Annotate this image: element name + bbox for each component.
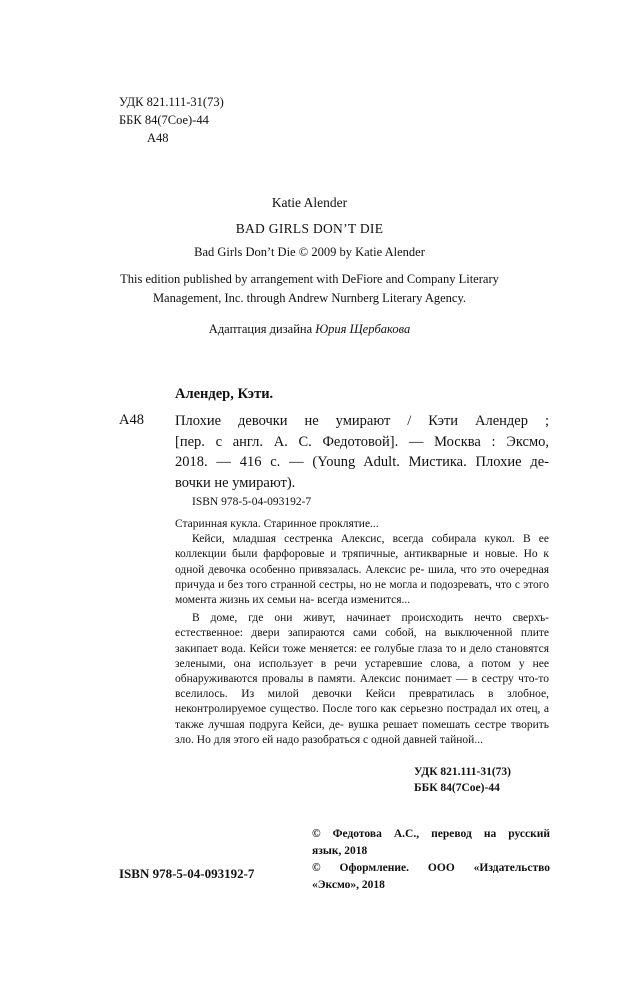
annotation-line: всегда изменится... [317, 594, 411, 607]
original-copyright: Bad Girls Don’t Die © 2009 by Katie Alender [194, 245, 425, 259]
bibliography-author: Алендер, Кэти. [175, 386, 274, 402]
annotation-lead: Старинная кукла. Старинное проклятие... [175, 518, 379, 530]
rights-line: © Оформление. ООО «Издательство [312, 862, 550, 874]
bibliography-line: вочки не умирают). [175, 474, 296, 491]
annotation-paragraph [175, 532, 549, 608]
annotation-line: слова, а потом у нее обнаруживаются провалы в памяти. Алексис [175, 657, 549, 686]
design-adaptation [0, 322, 619, 337]
isbn-bottom: ISBN 978-5-04-093192-7 [119, 866, 255, 881]
adaptation-name: Юрия Щербакова [315, 322, 411, 336]
footer-bbk: ББК 84(7Сое)-44 [414, 782, 500, 794]
annotation-line: и новые. Но к одной девочка особенно привязалась. Алексис ре- [175, 548, 549, 576]
annotation-line: как серьезно пострадал их отец, а также лучшая подруга Кейси, де- [175, 703, 550, 731]
bibliography-record [175, 411, 549, 493]
annotation-line: не могла и подозревать, что с этого момента жизнь их семьи на- [175, 578, 549, 607]
rights-line: «Эксмо», 2018 [312, 878, 385, 891]
adaptation-label: Адаптация дизайна [208, 322, 313, 336]
edition-line: This edition published by arrangement with DeFiore and Company Literary [120, 272, 499, 286]
annotation-line: шила, что это очередная причуда и без того странной сестры, но [175, 563, 550, 591]
udk-code: УДК 821.111-31(73) [119, 95, 224, 109]
annotation-line: Кейси, младшая сестренка Алексис, всегда собирала кукол. [192, 533, 515, 546]
original-author: Katie Alender [271, 195, 348, 210]
annotation-line: В ее коллекции были фарфоровые и тряпичные, антикварные [175, 533, 550, 561]
bibliography-line: 2018. — 416 с. — (Young Adult. Мистика. Плохие де- [175, 454, 549, 470]
bibliography-code: А48 [119, 412, 144, 428]
copyright-rights [312, 826, 550, 893]
annotation [175, 517, 549, 748]
annotation-line: В доме, где они живут, начинает происходить нечто сверхъ- [192, 612, 549, 625]
bibliography-line: [пер. с англ. А. С. Федотовой]. — Москва : Эксмо, [175, 433, 549, 450]
annotation-line: естественное: двери запираются сами собой, на выключенной [175, 627, 513, 640]
catalog-codes [119, 93, 224, 147]
edition-line: Management, Inc. through Andrew Nurnberg Literary Agency. [152, 291, 467, 305]
original-title: BAD GIRLS DON’T DIE [235, 221, 384, 236]
annotation-paragraph [175, 611, 549, 748]
footer-udk: УДК 821.111-31(73) [414, 766, 511, 778]
annotation-line: разобраться с одной давней тайной... [301, 733, 483, 746]
bibliography-isbn: ISBN 978-5-04-093192-7 [192, 496, 312, 508]
annotation-line: понимает — в сестру что-то вселилось. Из милой девочки Кейси [175, 673, 550, 701]
annotation-line: вушка решает помешать сестре творить зло. Но для этого ей надо [175, 718, 550, 746]
author-mark: А48 [147, 131, 169, 145]
annotation-line: плите закипает вода. Кейси тоже меняется: ее голубые глаза то [175, 627, 550, 655]
annotation-line: и дело становятся зелеными, она использует в речи устаревшие [175, 642, 549, 670]
bbk-code: ББК 84(7Сое)-44 [119, 113, 209, 127]
rights-line: © Федотова А.С., перевод на русский [312, 828, 550, 840]
annotation-line: превратилась в злобное, неконтролируемое существо. После того [175, 688, 550, 716]
rights-line: язык, 2018 [312, 844, 368, 857]
edition-notice [0, 270, 619, 308]
bibliography-line: Плохие девочки не умирают / Кэти Алендер ; [175, 413, 549, 429]
footer-codes [414, 764, 511, 796]
